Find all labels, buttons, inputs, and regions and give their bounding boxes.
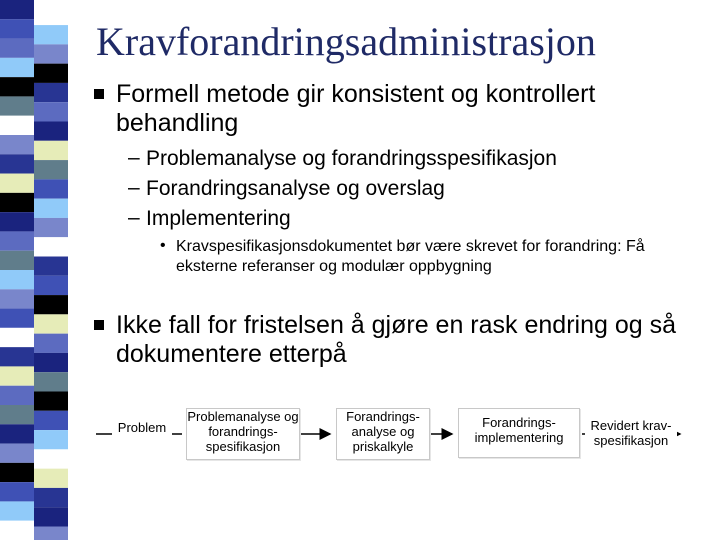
dash-marker: –: [128, 206, 140, 229]
subsubbullet-text: Kravspesifikasjonsdokumentet bør være skrevet for forandring: Få eksterne referanser og modulær oppbygning: [176, 238, 645, 275]
flow-start-label: Problem: [112, 420, 172, 435]
subbullet-3-text: Implementering: [146, 207, 291, 230]
subbullet-1-text: Problemanalyse og forandringsspesifikasjon: [146, 147, 557, 170]
dash-marker: –: [128, 146, 140, 169]
flow-box-change-analysis: Forandrings-analyse og priskalkyle: [336, 408, 430, 460]
flow-box-implementation: Forandrings-implementering: [458, 408, 580, 458]
flow-end-label: Revidert krav-spesifikasjon: [585, 418, 677, 448]
flow-box-problem-analysis: Problemanalyse og forandrings-spesifikasjon: [186, 408, 300, 460]
dash-marker: –: [128, 176, 140, 199]
slide-title: Kravforandringsadministrasjon: [96, 19, 596, 64]
bullet-1-text: Formell metode gir konsistent og kontrollert behandling: [116, 80, 596, 137]
subbullet-2-text: Forandringsanalyse og overslag: [146, 177, 445, 200]
dot-marker: •: [160, 237, 166, 254]
bullet-2-text: Ikke fall for fristelsen å gjøre en rask endring og så dokumentere etterpå: [116, 311, 676, 368]
